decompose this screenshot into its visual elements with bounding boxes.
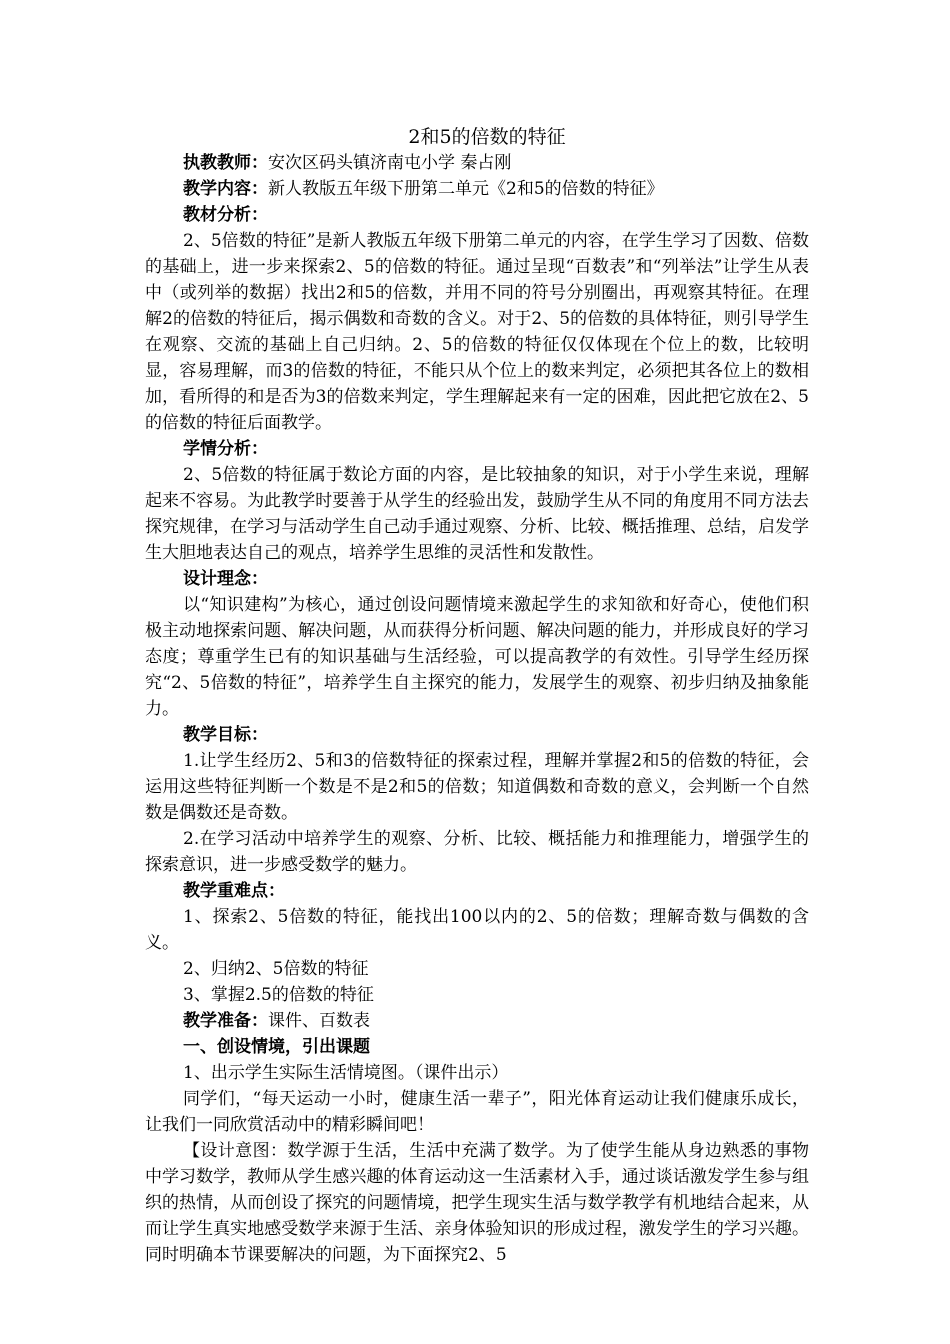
key-points-heading: 教学重难点： [183,881,285,901]
teacher-label: 执教教师： [183,153,268,173]
design-concept-heading: 设计理念： [183,569,268,589]
key-point-1: 1、探索2、5倍数的特征，能找出100以内的2、5的倍数；理解奇数与偶数的含义。 [145,907,809,953]
student-analysis-heading: 学情分析： [183,439,268,459]
part1-heading: 一、创设情境，引出课题 [183,1037,370,1057]
textbook-analysis-text: 2、5倍数的特征”是新人教版五年级下册第二单元的内容，在学生学习了因数、倍数的基础上，进一步来探索2、5的倍数的特征。通过呈现“百数表”和“列举法”让学生从表中（或列举的数据）找出2和5的倍数，并用不同的符号分别圈出，再观察其特征。在理解2的倍数的特征后，揭示偶数和奇数的含义。对于2、5的倍数的具体特征，则引导学生在观察、交流的基础上自己归纳。2、5的倍数的特征仅仅体现在个位上的数，比较明显，容易理解，而3的倍数的特征，不能只从个位上的数来判定，必须把其各位上的数相加，看所得的和是否为3的倍数来判定，学生理解起来有一定的困难，因此把它放在2、5的倍数的特征后面教学。 [145,231,809,433]
key-point-2: 2、归纳2、5倍数的特征 [183,959,369,979]
content-label: 教学内容： [183,179,268,199]
preparation-line [145,1008,809,1034]
part1-design-intent: 【设计意图：数学源于生活，生活中充满了数学。为了使学生能从身边熟悉的事物中学习数学，教师从学生感兴趣的体育运动这一生活素材入手，通过谈话激发学生参与组织的热情，从而创设了探究的问题情境，把学生现实生活与数学教学有机地结合起来，从而让学生真实地感受数学来源于生活、亲身体验知识的形成过程，激发学生的学习兴趣。同时明确本节课要解决的问题，为下面探究2、5 [145,1141,809,1265]
preparation-label: 教学准备： [183,1011,268,1031]
teaching-goal-2: 2.在学习活动中培养学生的观察、分析、比较、概括能力和推理能力，增强学生的探索意识，进一步感受数学的魅力。 [145,829,809,875]
document-page [145,124,809,1268]
teacher-value: 安次区码头镇济南屯小学 秦占刚 [268,153,512,173]
textbook-analysis-heading: 教材分析： [183,205,268,225]
content-value: 新人教版五年级下册第二单元《2和5的倍数的特征》 [268,179,664,199]
preparation-value: 课件、百数表 [268,1011,370,1031]
student-analysis-text: 2、5倍数的特征属于数论方面的内容，是比较抽象的知识，对于小学生来说，理解起来不容易。为此教学时要善于从学生的经验出发，鼓励学生从不同的角度用不同方法去探究规律，在学习与活动学生自己动手通过观察、分析、比较、概括推理、总结，启发学生大胆地表达自己的观点，培养学生思维的灵活性和发散性。 [145,465,809,563]
part1-speech: 同学们，“每天运动一小时，健康生活一辈子”，阳光体育运动让我们健康乐成长，让我们一同欣赏活动中的精彩瞬间吧！ [145,1089,809,1135]
part1-step1: 1、出示学生实际生活情境图。（课件出示） [183,1063,509,1083]
teaching-goals-heading: 教学目标： [183,725,268,745]
design-concept-text: 以“知识建构”为核心，通过创设问题情境来激起学生的求知欲和好奇心，使他们积极主动地探索问题、解决问题，从而获得分析问题、解决问题的能力，并形成良好的学习态度；尊重学生已有的知识基础与生活经验，可以提高教学的有效性。引导学生经历探究“2、5倍数的特征”，培养学生自主探究的能力，发展学生的观察、初步归纳及抽象能力。 [145,595,809,719]
key-point-3: 3、掌握2.5的倍数的特征 [183,985,374,1005]
teacher-line [145,150,809,176]
content-line [145,176,809,202]
teaching-goal-1: 1.让学生经历2、5和3的倍数特征的探索过程，理解并掌握2和5的倍数的特征，会运用这些特征判断一个数是不是2和5的倍数；知道偶数和奇数的意义，会判断一个自然数是偶数还是奇数。 [145,751,809,823]
document-title: 2和5的倍数的特征 [408,126,566,148]
